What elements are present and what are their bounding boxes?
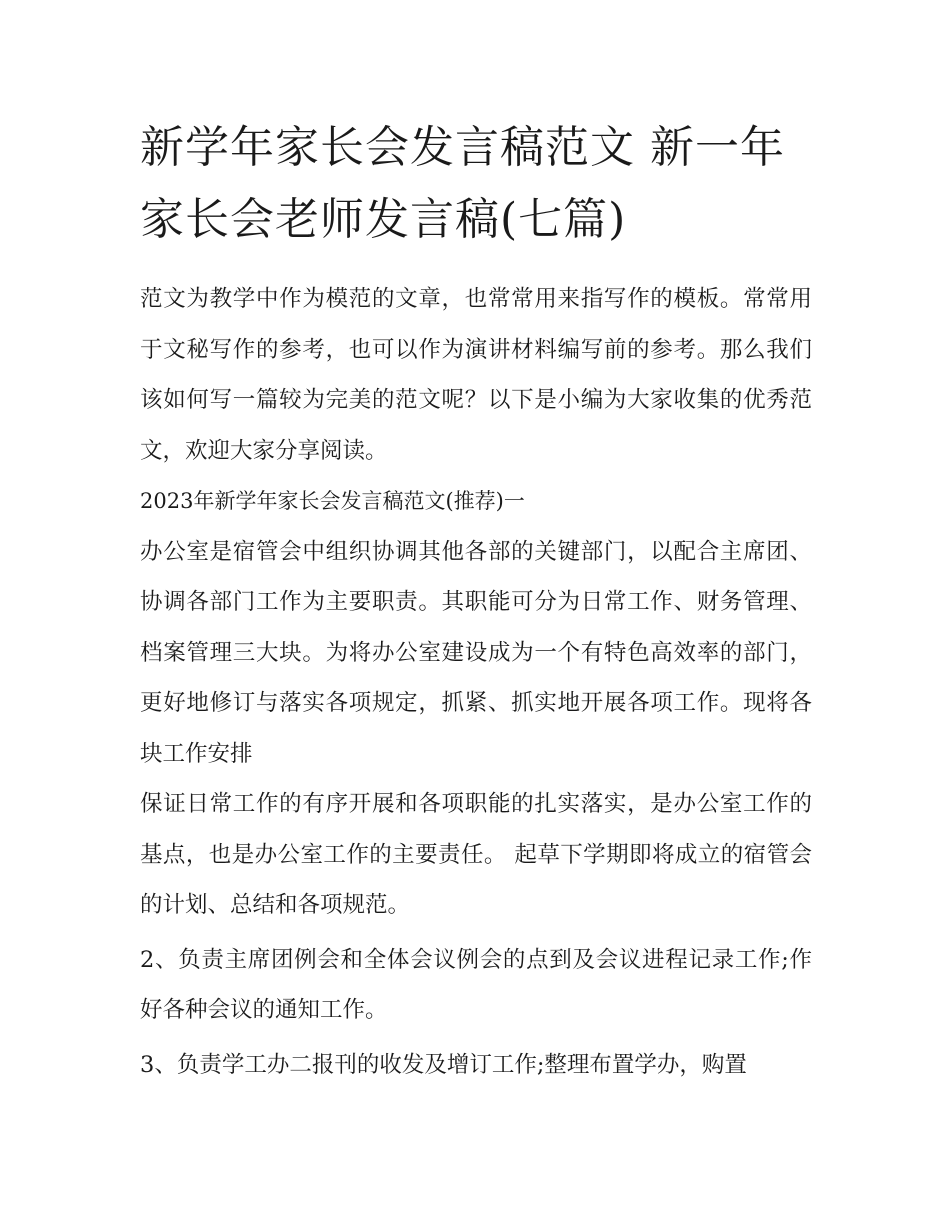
intro-paragraph: 范文为教学中作为模范的文章，也常常用来指写作的模板。常常用于文秘写作的参考，也可以作为演讲材料编写前的参考。那么我们该如何写一篇较为完美的范文呢？以下是小编为大家收集的优秀范文，欢迎大家分享阅读。	[140, 286, 812, 464]
body-paragraph-duties: 保证日常工作的有序开展和各项职能的扎实落实，是办公室工作的基点，也是办公室工作的主要责任。 起草下学期即将成立的宿管会的计划、总结和各项规范。	[140, 791, 812, 918]
section-heading: 2023年新学年家长会发言稿范文(推荐)一	[140, 489, 525, 513]
document-content	[140, 112, 812, 1090]
body-paragraph-office: 办公室是宿管会中组织协调其他各部的关键部门，以配合主席团、协调各部门工作为主要职责。其职能可分为日常工作、财务管理、档案管理三大块。为将办公室建设成为一个有特色高效率的部门，更好地修订与落实各项规定，抓紧、抓实地开展各项工作。现将各块工作安排	[140, 538, 812, 767]
list-item-2: 2、负责主席团例会和全体会议例会的点到及会议进程记录工作;作好各种会议的通知工作。	[140, 946, 812, 1023]
list-item-3: 3、负责学工办二报刊的收发及增订工作;整理布置学办，购置	[140, 1051, 747, 1078]
document-title: 新学年家长会发言稿范文 新一年家长会老师发言稿(七篇)	[140, 122, 785, 245]
